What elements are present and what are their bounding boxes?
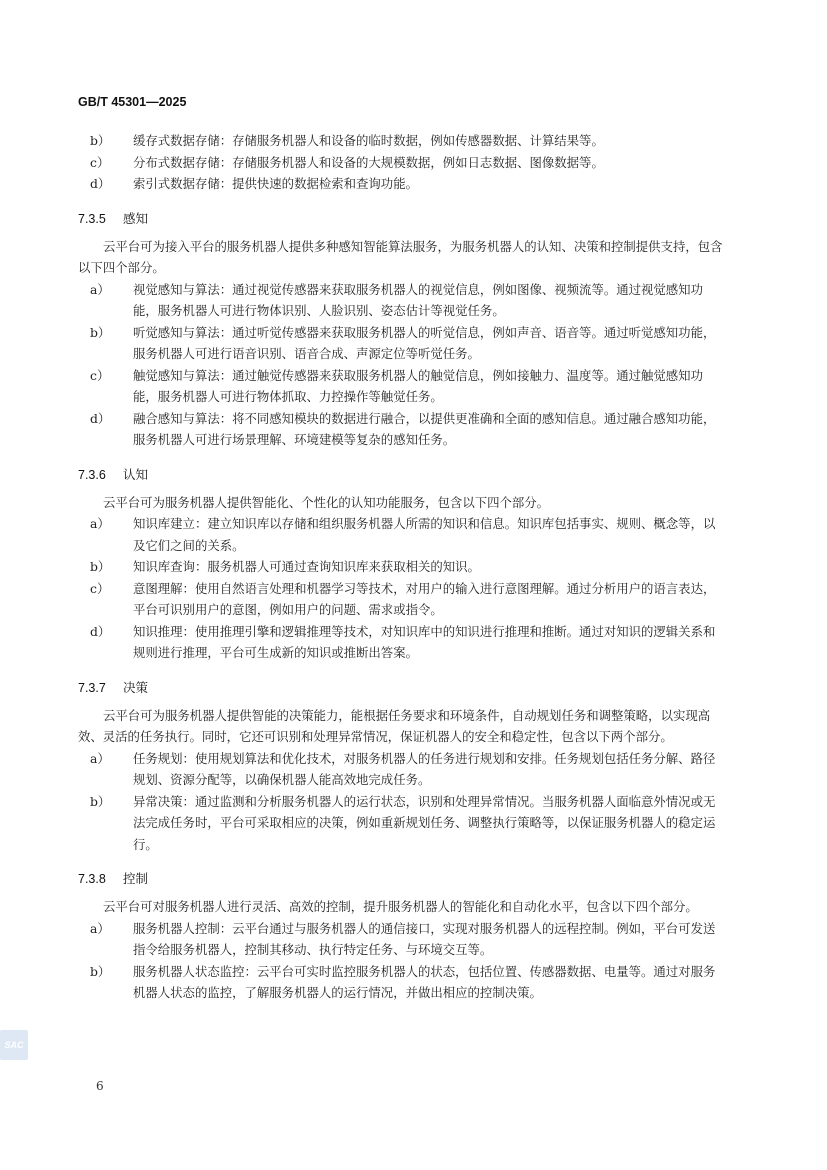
list-item	[78, 173, 723, 195]
list-item	[78, 918, 723, 961]
list-item	[78, 513, 723, 556]
list-item	[78, 408, 723, 451]
list-item	[78, 621, 723, 664]
list-item-text: 分布式数据存储：存储服务机器人和设备的大规模数据，例如日志数据、图像数据等。	[133, 154, 604, 170]
section-number: 7.3.5	[78, 211, 106, 226]
list-item-text: 任务规划：使用规划算法和优化技术，对服务机器人的任务进行规划和安排。任务规划包括任务分解、路径规划、资源分配等，以确保机器人能高效地完成任务。	[133, 750, 716, 787]
list-marker: a）	[90, 281, 110, 297]
list-marker: b）	[90, 133, 111, 148]
list-marker: c）	[90, 154, 110, 170]
sac-watermark: SAC	[0, 1030, 28, 1060]
list-marker: a）	[90, 516, 110, 531]
document-body	[78, 130, 723, 1004]
list-marker: a）	[90, 750, 110, 766]
list-marker: b）	[90, 963, 111, 979]
section-heading-7-3-8	[78, 869, 723, 887]
list-item-text: 视觉感知与算法：通过视觉传感器来获取服务机器人的视觉信息，例如图像、视频流等。通过视觉感知功能，服务机器人可进行物体识别、人脸识别、姿态估计等视觉任务。	[133, 281, 703, 318]
list-marker: b）	[90, 559, 111, 574]
section-paragraph: 云平台可为服务机器人提供智能化、个性化的认知功能服务，包含以下四个部分。	[103, 494, 550, 510]
list-item	[78, 578, 723, 621]
list-marker: d）	[90, 410, 111, 426]
list-item	[78, 791, 723, 856]
list-item	[78, 748, 723, 791]
section-title: 决策	[123, 680, 149, 695]
section-title: 感知	[123, 211, 149, 226]
list-item-text: 异常决策：通过监测和分析服务机器人的运行状态，识别和处理异常情况。当服务机器人面临意外情况或无法完成任务时，平台可采取相应的决策，例如重新规划任务、调整执行策略等，以保证服务机器人的稳定运行。	[133, 793, 716, 852]
list-item	[78, 152, 723, 174]
list-item-text: 意图理解：使用自然语言处理和机器学习等技术，对用户的输入进行意图理解。通过分析用户的语言表达，平台可识别用户的意图，例如用户的问题、需求或指令。	[133, 580, 716, 617]
section-paragraph: 云平台可为服务机器人提供智能的决策能力，能根据任务要求和环境条件，自动规划任务和调整策略，以实现高效、灵活的任务执行。同时，它还可识别和处理异常情况，保证机器人的安全和稳定性，包含以下两个部分。	[78, 707, 711, 744]
list-item	[78, 322, 723, 365]
list-item	[78, 365, 723, 408]
list-item-text: 缓存式数据存储：存储服务机器人和设备的临时数据，例如传感器数据、计算结果等。	[133, 133, 604, 148]
section-title: 控制	[123, 872, 149, 886]
list-item-text: 融合感知与算法：将不同感知模块的数据进行融合，以提供更准确和全面的感知信息。通过融合感知功能，服务机器人可进行场景理解、环境建模等复杂的感知任务。	[133, 410, 716, 447]
list-item-text: 知识库建立：建立知识库以存储和组织服务机器人所需的知识和信息。知识库包括事实、规则、概念等，以及它们之间的关系。	[133, 516, 716, 553]
section-paragraph: 云平台可为接入平台的服务机器人提供多种感知智能算法服务，为服务机器人的认知、决策和控制提供支持，包含以下四个部分。	[78, 238, 723, 275]
section-paragraph: 云平台可对服务机器人进行灵活、高效的控制，提升服务机器人的智能化和自动化水平，包含以下四个部分。	[103, 899, 698, 914]
section-heading-7-3-7	[78, 678, 723, 696]
list-item	[78, 130, 723, 152]
list-marker: d）	[90, 623, 111, 639]
section-heading-7-3-6	[78, 465, 723, 483]
list-marker: b）	[90, 324, 111, 340]
page-number: 6	[96, 1079, 104, 1093]
list-marker: c）	[90, 367, 110, 383]
list-item-text: 听觉感知与算法：通过听觉传感器来获取服务机器人的听觉信息，例如声音、语音等。通过听觉感知功能，服务机器人可进行语音识别、语音合成、声源定位等听觉任务。	[133, 324, 716, 361]
list-item	[78, 279, 723, 322]
list-item-text: 知识库查询：服务机器人可通过查询知识库来获取相关的知识。	[133, 559, 480, 574]
standard-id: GB/T 45301—2025	[78, 95, 187, 109]
section-number: 7.3.6	[78, 467, 106, 482]
list-item-text: 索引式数据存储：提供快速的数据检索和查询功能。	[133, 176, 418, 191]
list-item-text: 服务机器人状态监控：云平台可实时监控服务机器人的状态，包括位置、传感器数据、电量等。通过对服务机器人状态的监控，了解服务机器人的运行情况，并做出相应的控制决策。	[133, 963, 716, 1000]
list-item	[78, 961, 723, 1004]
section-number: 7.3.7	[78, 680, 106, 695]
section-heading-7-3-5	[78, 209, 723, 227]
list-item-text: 服务机器人控制：云平台通过与服务机器人的通信接口，实现对服务机器人的远程控制。例如，平台可发送指令给服务机器人，控制其移动、执行特定任务、与环境交互等。	[133, 920, 716, 957]
list-marker: a）	[90, 920, 110, 936]
list-item-text: 触觉感知与算法：通过触觉传感器来获取服务机器人的触觉信息，例如接触力、温度等。通过触觉感知功能，服务机器人可进行物体抓取、力控操作等触觉任务。	[133, 367, 703, 404]
list-marker: b）	[90, 793, 111, 809]
list-marker: c）	[90, 580, 110, 596]
section-title: 认知	[123, 467, 149, 482]
section-number: 7.3.8	[78, 872, 106, 886]
list-item-text: 知识推理：使用推理引擎和逻辑推理等技术，对知识库中的知识进行推理和推断。通过对知识的逻辑关系和规则进行推理，平台可生成新的知识或推断出答案。	[133, 623, 716, 660]
list-item	[78, 556, 723, 578]
list-marker: d）	[90, 176, 111, 191]
